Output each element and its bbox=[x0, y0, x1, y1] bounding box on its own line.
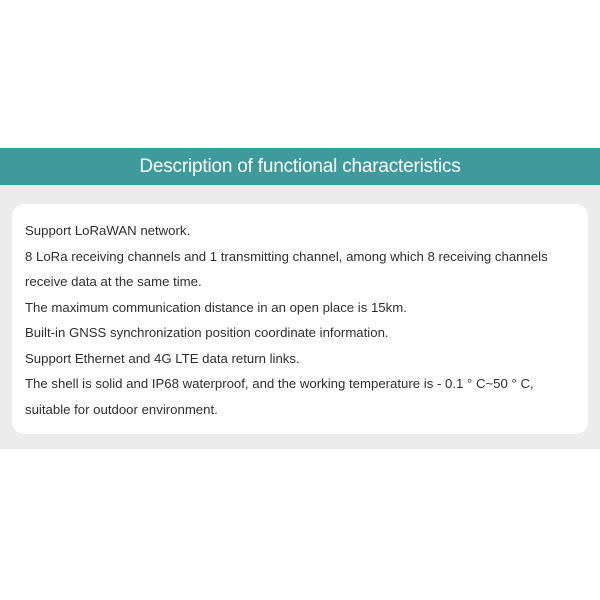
feature-line: Support Ethernet and 4G LTE data return links. bbox=[25, 350, 300, 366]
feature-line: Built-in GNSS synchronization position coordinate information. bbox=[25, 325, 389, 340]
section-title: Description of functional characteristics bbox=[139, 156, 461, 177]
feature-line: suitable for outdoor environment. bbox=[25, 401, 218, 417]
feature-line: 8 LoRa receiving channels and 1 transmitting channel, among which 8 receiving channels bbox=[25, 248, 548, 264]
feature-line: Support LoRaWAN network. bbox=[25, 223, 191, 238]
section-title-banner bbox=[0, 148, 600, 185]
feature-line: receive data at the same time. bbox=[25, 274, 202, 289]
feature-line: The maximum communication distance in an open place is 15km. bbox=[25, 299, 407, 315]
feature-line: The shell is solid and IP68 waterproof, and the working temperature is - 0.1 ° C~50 ° C, bbox=[25, 376, 534, 391]
features-card bbox=[12, 204, 588, 434]
